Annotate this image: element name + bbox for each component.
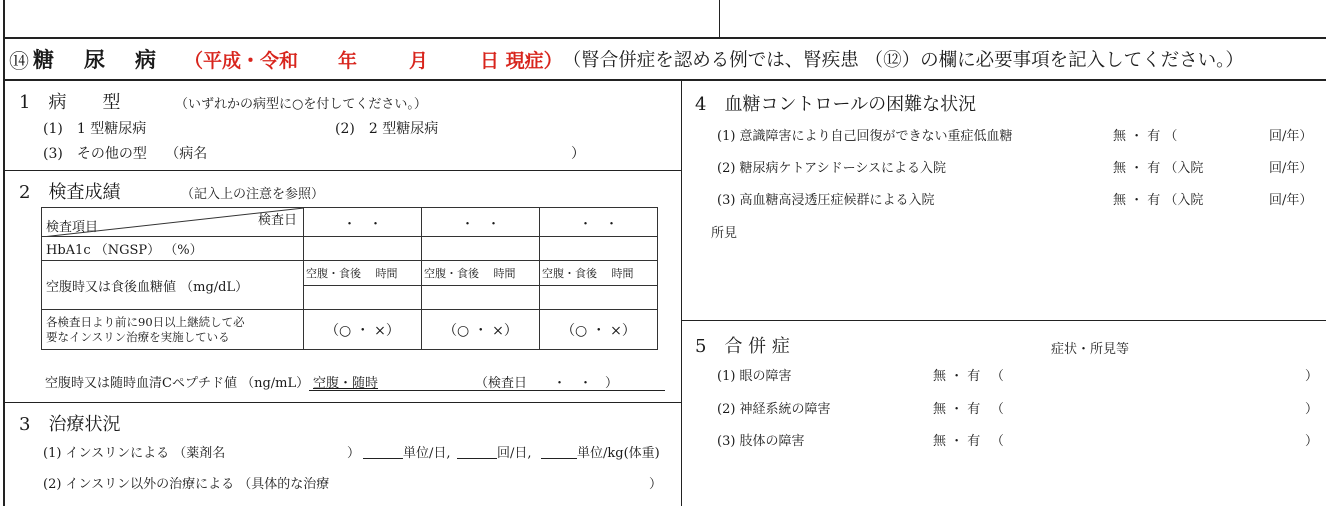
s5-title: 5 合 併 症	[695, 336, 790, 357]
s1-option-type2[interactable]: (2) 2 型糖尿病	[335, 121, 439, 137]
header-exam-item: 検査項目	[46, 220, 99, 235]
top-divider	[719, 0, 720, 37]
title-char-1: 糖	[33, 47, 54, 72]
s4-findings-label: 所見	[711, 226, 738, 241]
s4-item-2-yn[interactable]: 無 ・ 有 （入院	[1113, 161, 1204, 176]
month-label: 月	[409, 49, 429, 72]
times-per-day-blank[interactable]	[457, 458, 497, 459]
s1-title: 1 病 型	[19, 92, 121, 113]
glucose-value-2[interactable]	[422, 286, 540, 310]
glucose-value-3[interactable]	[540, 286, 658, 310]
s2-title: 2 検査成績	[19, 182, 121, 203]
date-cell-3[interactable]: ・ ・	[540, 208, 658, 237]
header-note: （腎合併症を認める例では、腎疾患 （⑫）の欄に必要事項を記入してください。）	[562, 50, 1244, 71]
s5-item-1-close: ）	[1305, 369, 1319, 384]
row-hba1c-label: HbA1c （NGSP） （%）	[42, 237, 304, 261]
s3-insulin-drug-close: ）	[347, 446, 361, 461]
s4-item-3-unit: 回/年）	[1269, 193, 1313, 208]
units-per-day-blank[interactable]	[363, 458, 403, 459]
s1-option-type1[interactable]: (1) 1 型糖尿病	[43, 121, 147, 137]
section-number: ⑭	[9, 48, 29, 73]
title-char-2: 尿	[84, 47, 105, 72]
date-cell-1[interactable]: ・ ・	[304, 208, 422, 237]
diagonal-header-cell	[42, 208, 304, 237]
s4-title: 4 血糖コントロールの困難な状況	[695, 94, 977, 115]
glucose-sub-3[interactable]: 空腹・食後 時間	[540, 261, 658, 286]
row-glucose-label: 空腹時又は食後血糖値 （mg/dL）	[42, 261, 304, 310]
s5-item-1-yn[interactable]: 無 ・ 有 （	[933, 369, 1004, 384]
form-frame	[3, 0, 1326, 506]
header-exam-date: 検査日	[257, 213, 297, 228]
s5-item-2-yn[interactable]: 無 ・ 有 （	[933, 402, 1004, 417]
s3-times-per-day: 回/日,	[497, 446, 532, 461]
insulin-cell-2[interactable]: （○ ・ ×）	[422, 310, 540, 350]
insulin-cell-1[interactable]: （○ ・ ×）	[304, 310, 422, 350]
s2-hint: （記入上の注意を参照）	[181, 187, 325, 202]
s5-item-1-label: (1) 眼の障害	[717, 369, 792, 384]
s4-item-2-label: (2) 糖尿病ケトアシドーシスによる入院	[717, 161, 946, 176]
previous-section-row	[5, 0, 1326, 39]
s3-title: 3 治療状況	[19, 414, 121, 435]
s4-item-1-yn[interactable]: 無 ・ 有 （	[1113, 129, 1178, 144]
s1-hint: （いずれかの病型に○を付してください。）	[175, 97, 427, 112]
s5-item-2-label: (2) 神経系統の障害	[717, 402, 831, 417]
cpeptide-label: 空腹時又は随時血清Cペプチド値 （ng/mL）	[45, 376, 310, 391]
s4-item-3-yn[interactable]: 無 ・ 有 （入院	[1113, 193, 1204, 208]
header-paren-close: ）	[543, 49, 563, 72]
s1-bottom-rule	[5, 170, 681, 171]
units-per-kg-blank[interactable]	[541, 458, 577, 459]
glucose-sub-2[interactable]: 空腹・食後 時間	[422, 261, 540, 286]
s5-item-3-label: (3) 肢体の障害	[717, 434, 805, 449]
column-divider	[681, 81, 682, 506]
s5-item-3-yn[interactable]: 無 ・ 有 （	[933, 434, 1004, 449]
s4-item-3-label: (3) 高血糖高浸透圧症候群による入院	[717, 193, 935, 208]
section-header	[5, 39, 1326, 81]
cpeptide-underline	[309, 390, 665, 391]
day-current-label: 日 現症	[480, 49, 544, 72]
s3-units-per-day: 単位/日,	[403, 446, 451, 461]
insulin-cell-3[interactable]: （○ ・ ×）	[540, 310, 658, 350]
cpeptide-kind[interactable]: 空腹・随時	[313, 376, 379, 391]
row-insulin-line2: 要なインスリン治療を実施している	[46, 329, 230, 344]
glucose-value-1[interactable]	[304, 286, 422, 310]
s4-item-2-unit: 回/年）	[1269, 161, 1313, 176]
s1-option-other-close: ）	[571, 146, 585, 162]
s5-item-3-close: ）	[1305, 434, 1319, 449]
s3-units-per-kg: 単位/kg(体重)	[577, 446, 660, 461]
era-label: （平成・令和	[184, 49, 299, 72]
s1-option-other[interactable]: (3) その他の型 （病名	[43, 146, 208, 162]
s2-bottom-rule	[5, 402, 681, 403]
s5-column-label: 症状・所見等	[1051, 342, 1130, 357]
s3-non-insulin: (2) インスリン以外の治療による （具体的な治療	[43, 477, 330, 492]
row-insulin-line1: 各検査日より前に90日以上継続して必	[46, 314, 245, 329]
s4-bottom-rule	[681, 320, 1326, 321]
hba1c-cell-1[interactable]	[304, 237, 422, 261]
row-insulin-label	[42, 310, 304, 350]
s3-insulin-drug: (1) インスリンによる （薬剤名	[43, 446, 226, 461]
title-char-3: 病	[135, 47, 156, 72]
exam-results-table	[41, 207, 658, 350]
year-label: 年	[338, 49, 358, 72]
s3-non-insulin-close: ）	[649, 477, 663, 492]
hba1c-cell-2[interactable]	[422, 237, 540, 261]
s4-item-1-label: (1) 意識障害により自己回復ができない重症低血糖	[717, 129, 1013, 144]
s4-item-1-unit: 回/年）	[1269, 129, 1313, 144]
s5-item-2-close: ）	[1305, 402, 1319, 417]
date-cell-2[interactable]: ・ ・	[422, 208, 540, 237]
hba1c-cell-3[interactable]	[540, 237, 658, 261]
cpeptide-date[interactable]: （検査日 ・ ・ ）	[475, 376, 619, 391]
glucose-sub-1[interactable]: 空腹・食後 時間	[304, 261, 422, 286]
